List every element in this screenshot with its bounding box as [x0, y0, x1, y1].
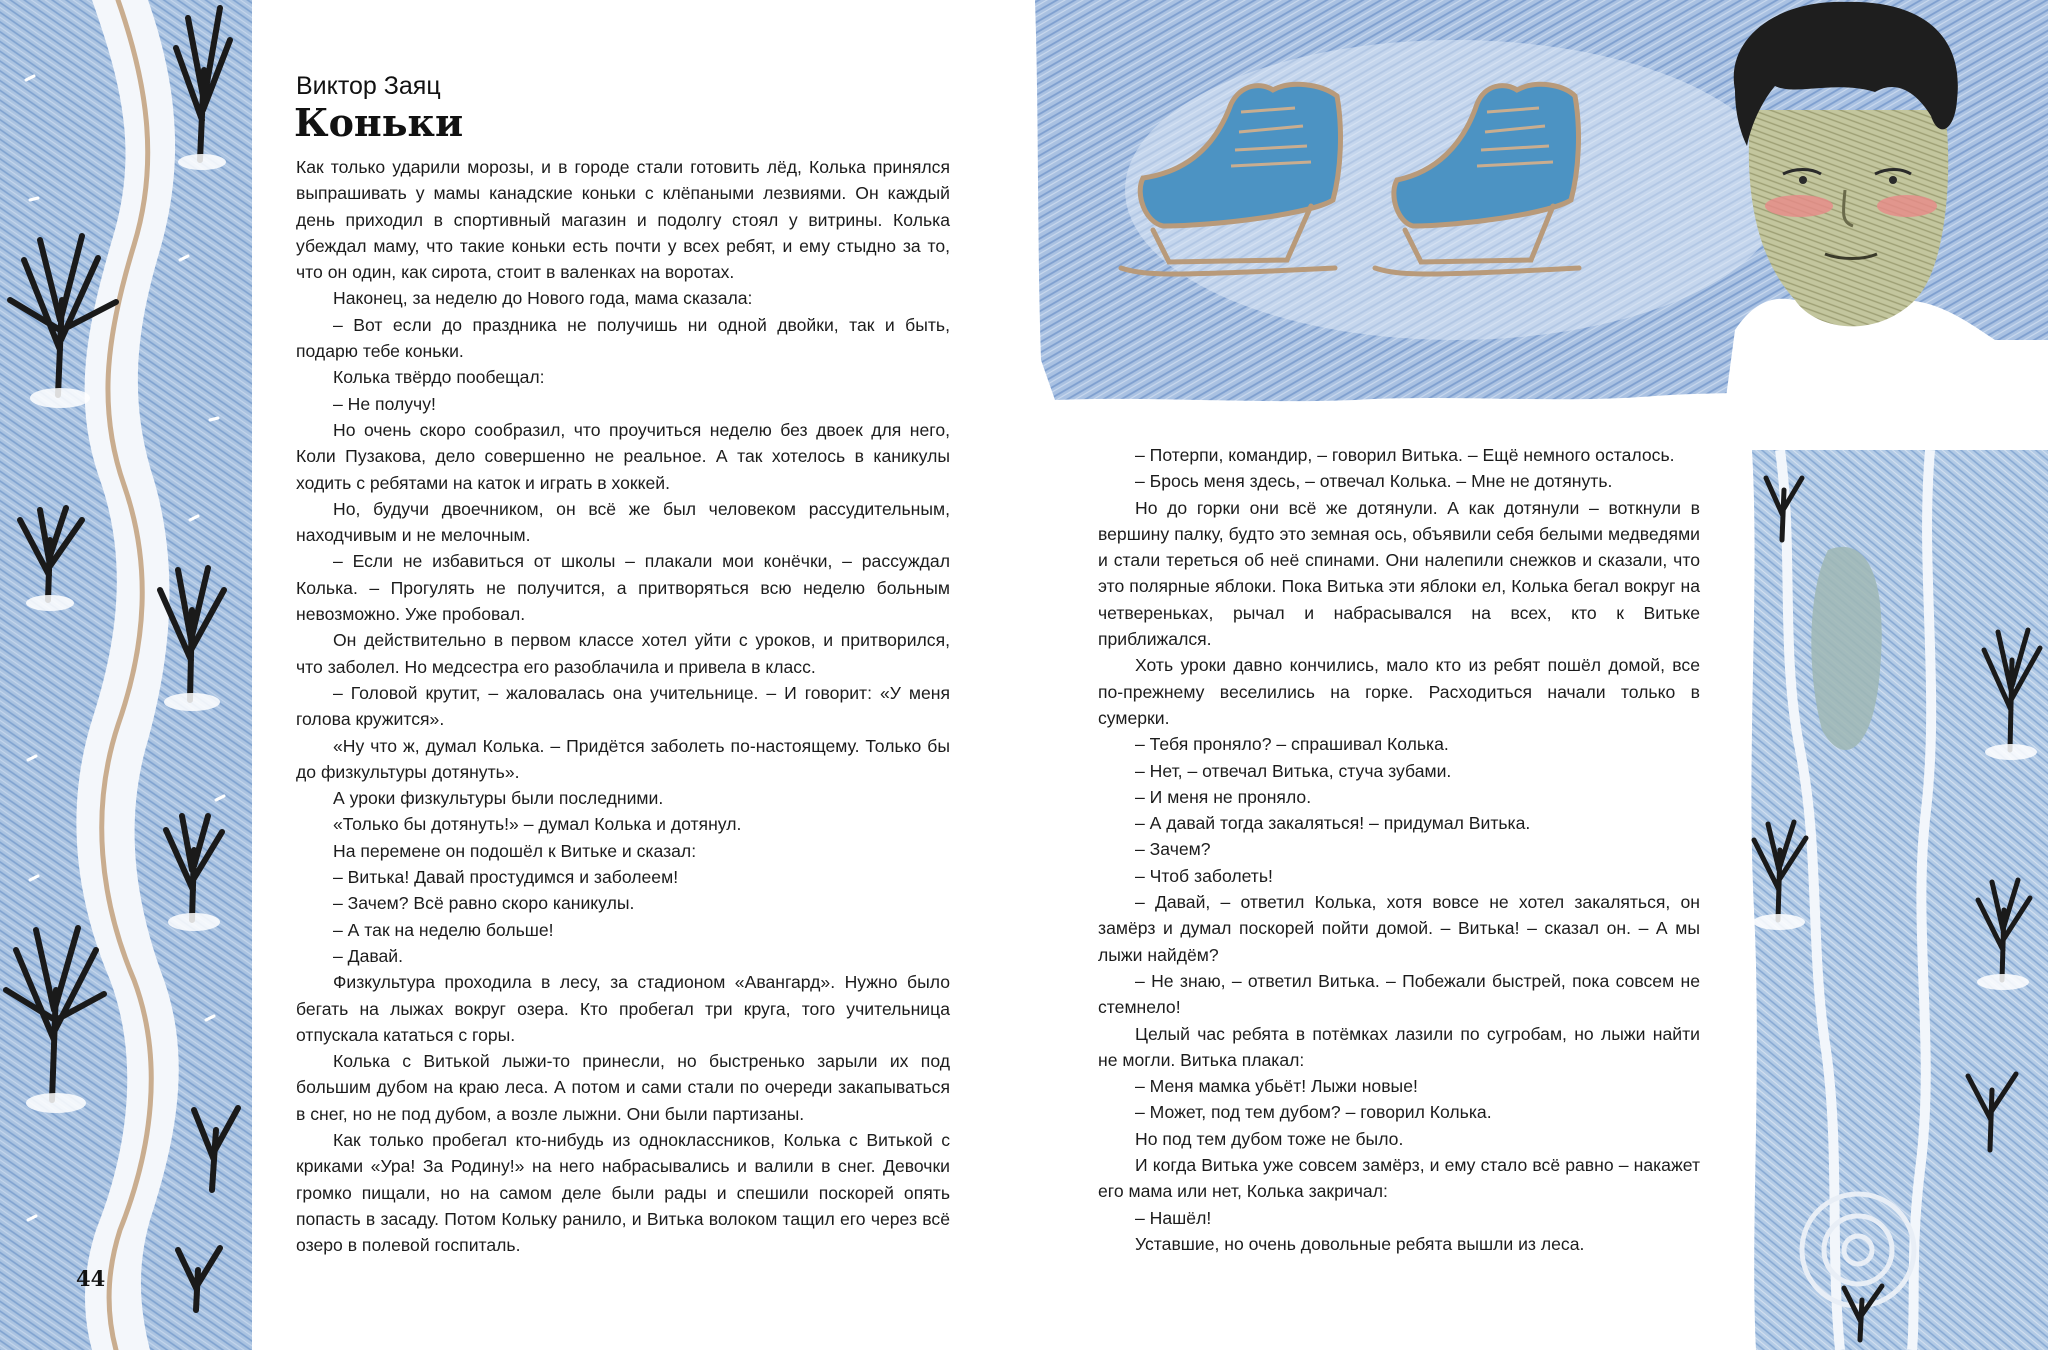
- story-paragraph: – Потерпи, командир, – говорил Витька. – Ещё немного осталось.: [1135, 445, 1675, 465]
- winter-forest-border-illustration: [0, 0, 268, 1350]
- story-paragraph: – Тебя проняло? – спрашивал Колька.: [1135, 734, 1449, 755]
- story-paragraph: – Давай, – ответил Колька, хотя вовсе не хотел закаляться, он замёрз и думал поскорей пойти домой. – Витька! – сказал он. – А мы лыжи найдём?: [1098, 892, 1700, 965]
- story-paragraph: Уставшие, но очень довольные ребята вышли из леса.: [1135, 1233, 1585, 1254]
- right-page-text: [1098, 442, 1700, 1257]
- story-paragraph: – А так на неделю больше!: [333, 919, 554, 940]
- story-paragraph: – А давай тогда закаляться! – придумал Витька.: [1135, 813, 1531, 834]
- story-author: Виктор Заяц: [296, 72, 441, 100]
- story-paragraph: – Может, под тем дубом? – говорил Колька.: [1135, 1102, 1492, 1123]
- story-paragraph: Он действительно в первом классе хотел уйти с уроков, и притворился, что заболел. Но медсестра его разоблачила и привела в класс.: [296, 630, 950, 677]
- winter-trees-strip-illustration: [1740, 450, 2048, 1350]
- left-page-text: [296, 154, 950, 1258]
- story-paragraph: Колька твёрдо пообещал:: [333, 367, 545, 388]
- story-paragraph: Но очень скоро сообразил, что проучиться неделю без двоек для него, Коли Пузакова, дело совершенно не реальное. А так хотелось в каникулы ходить с ребятами на каток и играть в хоккей.: [296, 419, 950, 493]
- story-paragraph: – Не получу!: [333, 393, 436, 414]
- story-paragraph: – Не знаю, – ответил Витька. – Побежали быстрей, пока совсем не стемнело!: [1098, 970, 1700, 1018]
- story-paragraph: Как только пробегал кто-нибудь из одноклассников, Колька с Витькой с криками «Ура! За Родину!» на него набрасывались и валили в снег. Девочки громко пищали, но на самом деле были рады и спешили поскорей опять попасть в засаду. Потом Кольку ранило, и Витька волоком тащил его через всё озеро в полевой госпиталь.: [296, 1129, 950, 1256]
- story-paragraph: – Чтоб заболеть!: [1135, 865, 1273, 886]
- story-paragraph: – Брось меня здесь, – отвечал Колька. – Мне не дотянуть.: [1135, 471, 1613, 492]
- story-paragraph: – Нашёл!: [1135, 1207, 1212, 1228]
- story-paragraph: Но, будучи двоечником, он всё же был человеком рассудительным, находчивым и не мелочным.: [296, 498, 950, 546]
- story-paragraph: – Нет, – отвечал Витька, стуча зубами.: [1135, 760, 1452, 781]
- story-paragraph: – Зачем? Всё равно скоро каникулы.: [333, 893, 635, 914]
- story-paragraph: – Зачем?: [1135, 839, 1211, 860]
- story-paragraph: – Вот если до праздника не получишь ни одной двойки, так и быть, подарю тебе коньки.: [296, 314, 950, 362]
- story-paragraph: На перемене он подошёл к Витьке и сказал:: [333, 840, 697, 861]
- story-paragraph: Наконец, за неделю до Нового года, мама сказала:: [333, 288, 753, 309]
- story-paragraph: – Если не избавиться от школы – плакали мои конёчки, – рассуждал Колька. – Прогулять не получится, а притворяться всю неделю больным невозможно. Уже пробовал.: [296, 551, 950, 625]
- page-number: 44: [76, 1266, 106, 1291]
- story-paragraph: Хоть уроки давно кончились, мало кто из ребят пошёл домой, все по-прежнему веселились на горке. Расходиться начали только в сумерки.: [1098, 655, 1700, 728]
- story-paragraph: А уроки физкультуры были последними.: [333, 788, 664, 809]
- story-paragraph: – Давай.: [333, 945, 404, 966]
- story-paragraph: – И меня не проняло.: [1135, 786, 1312, 807]
- story-paragraph: Но до горки они всё же дотянули. А как дотянули – воткнули в вершину палку, будто это земная ось, объявили себя белыми медведями и стали тереться об неё спинами. Они налепили снежков и сказали, что это полярные яблоки. Пока Витька эти яблоки ел, Колька бегал вокруг на четвереньках, рычал и набрасывался на всех, кто к Витьке приближался.: [1098, 497, 1700, 650]
- story-paragraph: Целый час ребята в потёмках лазили по сугробам, но лыжи найти не могли. Витька плакал:: [1098, 1023, 1700, 1070]
- story-paragraph: «Только бы дотянуть!» – думал Колька и дотянул.: [333, 814, 742, 835]
- story-paragraph: Физкультура проходила в лесу, за стадионом «Авангард». Нужно было бегать на лыжах вокруг озера. Кто пробегал три круга, того учительница отпускала кататься с горы.: [296, 972, 950, 1045]
- story-paragraph: – Витька! Давай простудимся и заболеем!: [333, 867, 679, 888]
- story-paragraph: – Головой крутит, – жаловалась она учительнице. – И говорит: «У меня голова кружится».: [296, 682, 950, 730]
- story-paragraph: – Меня мамка убьёт! Лыжи новые!: [1135, 1076, 1418, 1097]
- story-paragraph: И когда Витька уже совсем замёрз, и ему стало всё равно – накажет его мама или нет, Колька закричал:: [1098, 1155, 1700, 1202]
- story-paragraph: «Ну что ж, думал Колька. – Придётся заболеть по-настоящему. Только бы до физкультуры дотянуть».: [296, 735, 950, 782]
- story-paragraph: Но под тем дубом тоже не было.: [1135, 1128, 1404, 1149]
- story-paragraph: Колька с Витькой лыжи-то принесли, но быстренько зарыли их под большим дубом на краю леса. А потом и сами стали по очереди закапываться в снег, но не под дубом, а возле лыжни. Они были партизаны.: [296, 1051, 950, 1124]
- boy-with-skates-illustration: [1035, 0, 2048, 405]
- story-paragraph: Как только ударили морозы, и в городе стали готовить лёд, Колька принялся выпрашивать у мамы канадские коньки с клёпаными лезвиями. Он каждый день приходил в спортивный магазин и подолгу стоял у витрины. Колька убеждал маму, что такие коньки есть почти у всех ребят, и ему стыдно за то, что он один, как сирота, стоит в валенках на воротах.: [296, 157, 950, 283]
- story-title: Коньки: [294, 100, 464, 145]
